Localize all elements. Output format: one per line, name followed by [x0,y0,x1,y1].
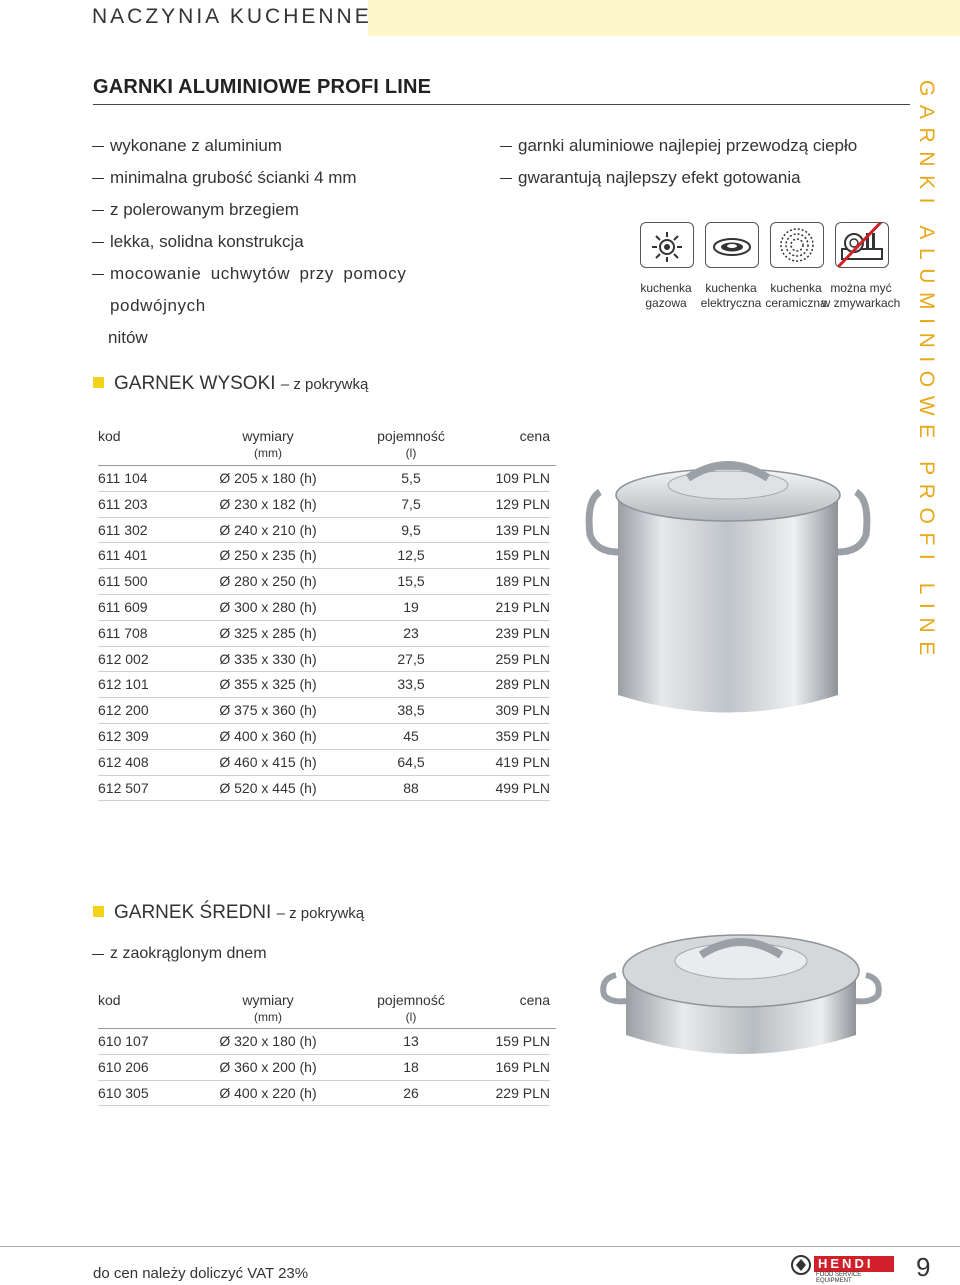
bullet-square-icon [93,906,104,917]
icon-label: kuchenka ceramiczna [765,281,827,310]
tall-pot-image [578,440,878,730]
feature-item: z zaokrąglonym dnem [90,938,510,970]
col-header-capacity: pojemność (l) [377,992,445,1024]
section-title: GARNKI ALUMINIOWE PROFI LINE [93,76,432,98]
bullet-square-icon [93,377,104,388]
side-vertical-title: GARNKI ALUMINIOWE PROFI LINE [915,80,938,664]
ceramic-stove-icon [770,222,824,268]
table-row: 611 104 Ø 205 x 180 (h) 5,5 109 PLN [98,466,550,492]
table-row: 611 302 Ø 240 x 210 (h) 9,5 139 PLN [98,518,550,544]
section-heading-subtitle: – z pokrywką [276,905,365,922]
table-row: 612 101 Ø 355 x 325 (h) 33,5 289 PLN [98,672,550,698]
section-heading-title: GARNEK ŚREDNI [114,902,272,923]
hendi-logo [790,1254,896,1284]
col-header-capacity: pojemność (l) [377,428,445,460]
table-row: 612 200 Ø 375 x 360 (h) 38,5 309 PLN [98,698,550,724]
icon-label: kuchenka elektryczna [700,281,762,310]
feature-item: mocowanie uchwytów przy pomocy podwójnych [90,258,510,322]
col-header-code: kod [98,428,121,444]
col-header-dimensions: wymiary (mm) [242,992,294,1024]
table-row: 610 305 Ø 400 x 220 (h) 26 229 PLN [98,1081,550,1107]
logo-text: HENDI [818,1256,874,1271]
col-header-price: cena [519,428,550,444]
table-row: 610 107 Ø 320 x 180 (h) 13 159 PLN [98,1029,550,1055]
feature-item: lekka, solidna konstrukcja [90,226,510,258]
icon-label: kuchenka gazowa [640,281,692,310]
page-header: NACZYNIA KUCHENNE [92,5,372,28]
footer-rule [0,1246,960,1247]
section-heading-title: GARNEK WYSOKI [114,373,276,394]
col-header-dimensions: wymiary (mm) [242,428,294,460]
col-header-code: kod [98,992,121,1008]
table-row: 611 203 Ø 230 x 182 (h) 7,5 129 PLN [98,492,550,518]
page-number: 9 [916,1252,931,1282]
dishwasher-crossed-icon [835,222,889,268]
header-highlight [368,0,960,36]
col-header-price: cena [519,992,550,1008]
feature-item: gwarantują najlepszy efekt gotowania [498,162,858,194]
vat-note: do cen należy doliczyć VAT 23% [93,1265,309,1282]
table-row: 611 708 Ø 325 x 285 (h) 23 239 PLN [98,621,550,647]
table-row: 611 500 Ø 280 x 250 (h) 15,5 189 PLN [98,569,550,595]
logo-subtext: FOOD SERVICE EQUIPMENT [816,1272,862,1284]
section-heading-subtitle: – z pokrywką [280,376,369,393]
table-row: 611 401 Ø 250 x 235 (h) 12,5 159 PLN [98,543,550,569]
section-heading-tall-pot [93,373,368,395]
table-row: 611 609 Ø 300 x 280 (h) 19 219 PLN [98,595,550,621]
feature-item-continuation: nitów [108,328,148,347]
table-row: 610 206 Ø 360 x 200 (h) 18 169 PLN [98,1055,550,1081]
tall-pot-table [98,466,550,801]
feature-item: minimalna grubość ścianki 4 mm [90,162,510,194]
feature-item: z polerowanym brzegiem [90,194,510,226]
electric-stove-icon [705,222,759,268]
table-header [98,428,550,468]
table-row: 612 309 Ø 400 x 360 (h) 45 359 PLN [98,724,550,750]
section-heading-medium-pot [93,902,364,924]
icon-label: można myć w zmywarkach [821,281,901,310]
medium-pot-image [596,915,886,1065]
feature-item: garnki aluminiowe najlepiej przewodzą ciepło [498,130,858,162]
feature-list-left [90,130,510,354]
table-header [98,992,550,1032]
feature-list-right [498,130,858,194]
table-row: 612 507 Ø 520 x 445 (h) 88 499 PLN [98,776,550,802]
feature-item: wykonane z aluminium [90,130,510,162]
table-row: 612 002 Ø 335 x 330 (h) 27,5 259 PLN [98,647,550,673]
title-underline [93,104,910,105]
medium-pot-table [98,1029,550,1106]
table-row: 612 408 Ø 460 x 415 (h) 64,5 419 PLN [98,750,550,776]
section2-note [90,938,510,970]
gas-stove-icon [640,222,694,268]
